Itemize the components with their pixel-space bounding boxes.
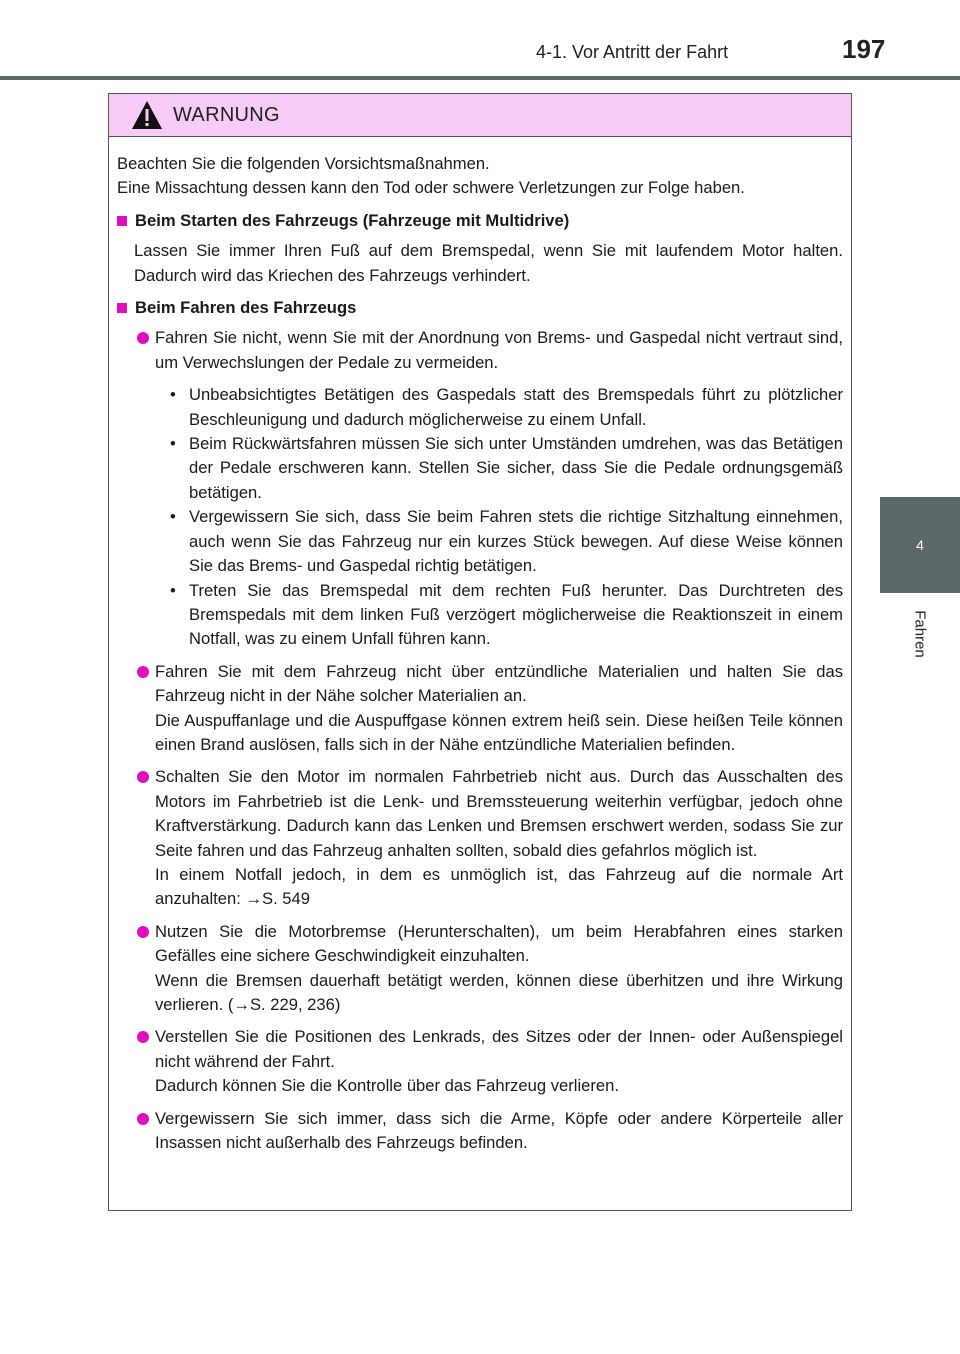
sub-list <box>155 383 843 651</box>
list-item-text: Vergewissern Sie sich immer, dass sich die Arme, Köpfe oder andere Körperteile aller Insassen nicht außerhalb des Fahrzeugs befinden. <box>155 1108 843 1153</box>
intro-text <box>117 152 843 201</box>
list-item <box>117 326 843 651</box>
list-item-text: Die Auspuffanlage und die Auspuffgase können extrem heiß sein. Diese heißen Teile können einen Brand auslösen, falls sich in der Nähe entzündliche Materialien befinden. <box>155 710 843 754</box>
list-item <box>117 1107 843 1156</box>
list-item-text: Schalten Sie den Motor im normalen Fahrbetrieb nicht aus. Durch das Ausschalten des Motors im Fahrbetrieb ist die Lenk- und Bremssteuerung weiterhin verfügbar, jedoch ohne Kraftverstärkung. Dadurch kann das Lenken und Bremsen erschwert werden, sodass Sie zur Seite fahren und das Fahrzeug anhalten sollten, sobald dies gefahrlos möglich ist. <box>155 767 843 860</box>
list-item-text: Wenn die Bremsen dauerhaft betätigt werden, können diese überhitzen und ihre Wirkung verlieren. (→S. 229, 236) <box>155 970 843 1014</box>
section-heading <box>117 296 843 320</box>
sub-list-item-text: Treten Sie das Bremspedal mit dem rechten Fuß herunter. Das Durchtreten des Bremspedals mit dem linken Fuß verzögert möglicherweise die Reaktionszeit in einem Notfall, was zu einem Unfall führen kann. <box>189 580 843 649</box>
list-item-text: Fahren Sie mit dem Fahrzeug nicht über entzündliche Materialien und halten Sie das Fahrzeug nicht in der Nähe solcher Materialien an. <box>155 661 843 706</box>
circle-bullet-icon <box>137 332 149 344</box>
chapter-label-text: Fahren <box>911 610 929 658</box>
sub-list-item: • Treten Sie das Bremspedal mit dem rechten Fuß herunter. Das Durchtreten des Bremspedals mit dem linken Fuß verzögert möglicherweise die Reaktionszeit in einem Notfall, was zu einem Unfall führen kann. <box>170 580 843 649</box>
list-item <box>117 660 843 758</box>
intro-line: Beachten Sie die folgenden Vorsichtsmaßnahmen. <box>117 154 490 173</box>
warning-box <box>108 93 852 1211</box>
section-heading <box>117 209 843 233</box>
circle-bullet-icon <box>137 666 149 678</box>
list-item <box>117 765 843 911</box>
circle-bullet-icon <box>137 1031 149 1043</box>
warning-title: WARNUNG <box>173 103 280 126</box>
warning-content <box>117 152 843 1163</box>
page-number: 197 <box>842 34 886 64</box>
list-item <box>117 1025 843 1098</box>
warning-header <box>109 94 851 137</box>
circle-bullet-icon <box>137 926 149 938</box>
sub-list-item: • Vergewissern Sie sich, dass Sie beim Fahren stets die richtige Sitzhaltung einnehmen, auch wenn Sie das Fahrzeug nur ein kurzes Stück bewegen. Auf diese Weise können Sie das Brems- und Gaspedal richtig betätigen. <box>170 507 843 576</box>
square-bullet-icon <box>117 303 127 313</box>
sub-list-item: • Unbeabsichtigtes Betätigen des Gaspedals statt des Bremspedals führt zu plötzlicher Beschleunigung und dadurch möglicherweise zu einem Unfall. <box>170 385 843 429</box>
list-item-text: Dadurch können Sie die Kontrolle über das Fahrzeug verlieren. <box>155 1076 619 1096</box>
section-text: Lassen Sie immer Ihren Fuß auf dem Bremspedal, wenn Sie mit laufendem Motor halten. Dadurch wird das Kriechen des Fahrzeugs verhindert. <box>134 241 843 285</box>
square-bullet-icon <box>117 216 127 226</box>
list-item <box>117 920 843 1018</box>
section-title: 4-1. Vor Antritt der Fahrt <box>536 42 729 62</box>
section-heading-text: Beim Fahren des Fahrzeugs <box>135 298 357 318</box>
circle-bullet-icon <box>137 771 149 783</box>
sub-list-item-text: Vergewissern Sie sich, dass Sie beim Fahren stets die richtige Sitzhaltung einnehmen, auch wenn Sie das Fahrzeug nur ein kurzes Stück bewegen. Auf diese Weise können Sie das Brems- und Gaspedal richtig betätigen. <box>189 507 843 576</box>
chapter-tab[interactable] <box>880 497 960 593</box>
list-item-text: Nutzen Sie die Motorbremse (Herunterschalten), um beim Herabfahren eines starken Gefälles eine sichere Geschwindigkeit einzuhalten. <box>155 921 843 966</box>
warning-triangle-icon <box>131 100 163 130</box>
section-heading-text: Beim Starten des Fahrzeugs (Fahrzeuge mit Multidrive) <box>135 210 570 230</box>
list-item-text: Verstellen Sie die Positionen des Lenkrads, des Sitzes oder der Innen- oder Außenspiegel nicht während der Fahrt. <box>155 1027 843 1071</box>
circle-bullet-icon <box>137 1113 149 1125</box>
sub-list-item-text: Unbeabsichtigtes Betätigen des Gaspedals statt des Bremspedals führt zu plötzlicher Beschleunigung und dadurch möglicherweise zu einem Unfall. <box>189 385 843 429</box>
chapter-label <box>880 594 960 674</box>
intro-line: Eine Missachtung dessen kann den Tod oder schwere Verletzungen zur Folge haben. <box>117 178 745 198</box>
list-item-text: In einem Notfall jedoch, in dem es unmöglich ist, das Fahrzeug auf die normale Art anzuhalten: →S. 549 <box>155 864 843 909</box>
sub-list-item: • Beim Rückwärtsfahren müssen Sie sich unter Umständen umdrehen, was das Betätigen der Pedale erschweren kann. Stellen Sie sicher, dass Sie die Pedale ordnungsgemäß betätigen. <box>170 434 843 502</box>
header-divider <box>0 76 960 80</box>
list-item-text: Fahren Sie nicht, wenn Sie mit der Anordnung von Brems- und Gaspedal nicht vertraut sind, um Verwechslungen der Pedale zu vermeiden. <box>155 328 843 372</box>
sub-list-item-text: Beim Rückwärtsfahren müssen Sie sich unter Umständen umdrehen, was das Betätigen der Pedale erschweren kann. Stellen Sie sicher, dass Sie die Pedale ordnungsgemäß betätigen. <box>189 434 843 502</box>
chapter-number: 4 <box>916 537 924 553</box>
